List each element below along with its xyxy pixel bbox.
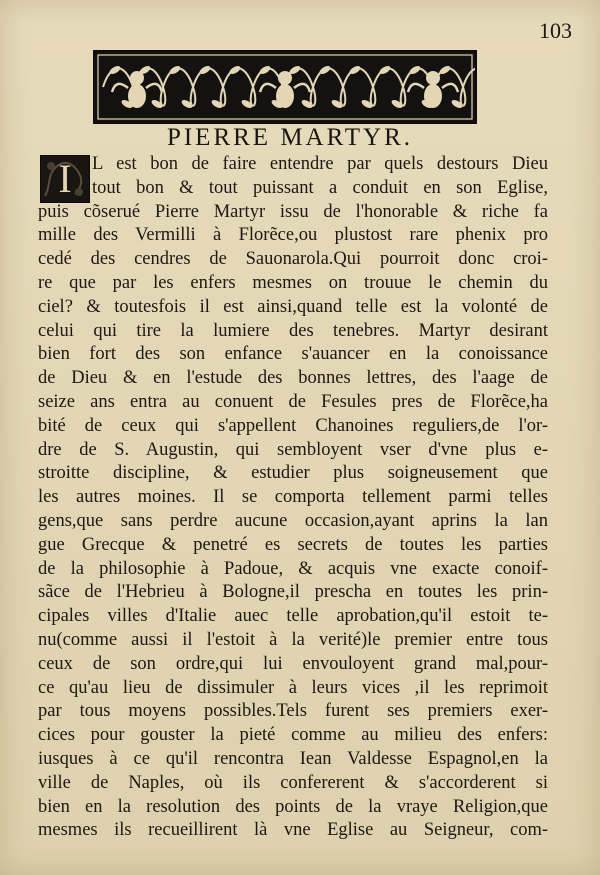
page-number: 103 — [539, 18, 572, 43]
text-line: bité de ceux qui s'appellent Chanoines reguliers,de l'or- — [38, 415, 548, 436]
text-line: ville de Naples, où ils confererent & s'accorderent si — [38, 772, 548, 793]
initial-letter: I — [58, 156, 72, 201]
text-line: de Dieu & en l'estude des bonnes lettres, des l'aage de — [38, 368, 548, 389]
text-line: tout bon & tout puissant a conduit en son Eglise, — [92, 177, 548, 198]
text-line: cices pour gouster la pieté comme au milieu des enfers: — [38, 725, 548, 746]
text-line: les autres moines. Il se comporta tellement parmi telles — [38, 487, 548, 508]
text-line: L est bon de faire entendre par quels destours Dieu — [92, 154, 548, 174]
text-line: bien en la resolution des points de la vraye Religion,que — [38, 796, 548, 817]
text-line: stroitte discipline, & estudier plus soigneusement que — [38, 463, 548, 484]
running-title: PIERRE MARTYR. — [166, 124, 414, 151]
text-line: cipales villes d'Italie auec telle aprobation,qu'il estoit te- — [38, 606, 548, 627]
text-line: dre de S. Augustin, qui sembloyent vser d'vne plus e- — [38, 439, 548, 460]
text-line: ce qu'au lieu de dissimuler à leurs vices ,il les reprimoit — [38, 677, 548, 698]
text-line: iusques à ce qu'il rencontra Iean Valdesse Espagnol,en la — [38, 748, 548, 769]
ornament-foliage-icon — [95, 52, 475, 122]
text-line: seize ans entra au conuent de Fesules pres de Florẽce,ha — [38, 391, 548, 412]
text-line: par tous moyens possibles.Tels furent ses premiers exer- — [38, 701, 548, 722]
text-line: gens,que sans perdre aucune occasion,ayant aprins la lan — [38, 510, 548, 531]
text-line: bien fort des son enfance s'auancer en la conoissance — [38, 344, 548, 365]
text-line: sãce de l'Hebrieu à Bologne,il prescha en toutes les prin- — [38, 582, 548, 603]
text-line: mesmes ils recueillirent là vne Eglise au Seigneur, com- — [38, 820, 548, 841]
text-line: mille des Vermilli à Florẽce,ou plustost rare phenix pro — [38, 225, 548, 246]
body-text — [38, 153, 548, 843]
text-line: ceux de son ordre,qui lui envouloyent grand mal,pour- — [38, 653, 548, 674]
text-line: ciel? & toutesfois il est ainsi,quand telle est la volonté de — [38, 296, 548, 317]
text-line: celui qui tire la lumiere des tenebres. Martyr desirant — [38, 320, 548, 341]
text-line: cedé des cendres de Sauonarola.Qui pourroit donc croi- — [38, 249, 548, 270]
text-line: puis cõserué Pierre Martyr issu de l'honorable & riche fa — [38, 201, 548, 222]
text-line: nu(comme aussi il l'estoit à la verité)le premier entre tous — [38, 629, 548, 650]
text-line: re que par les enfers mesmes on trouue le chemin du — [38, 272, 548, 293]
text-line: gue Grecque & penetré es secrets de toutes les parties — [38, 534, 548, 555]
woodcut-headpiece-icon — [93, 50, 477, 124]
text-line: de la philosophie à Padoue, & acquis vne exacte conoif- — [38, 558, 548, 579]
